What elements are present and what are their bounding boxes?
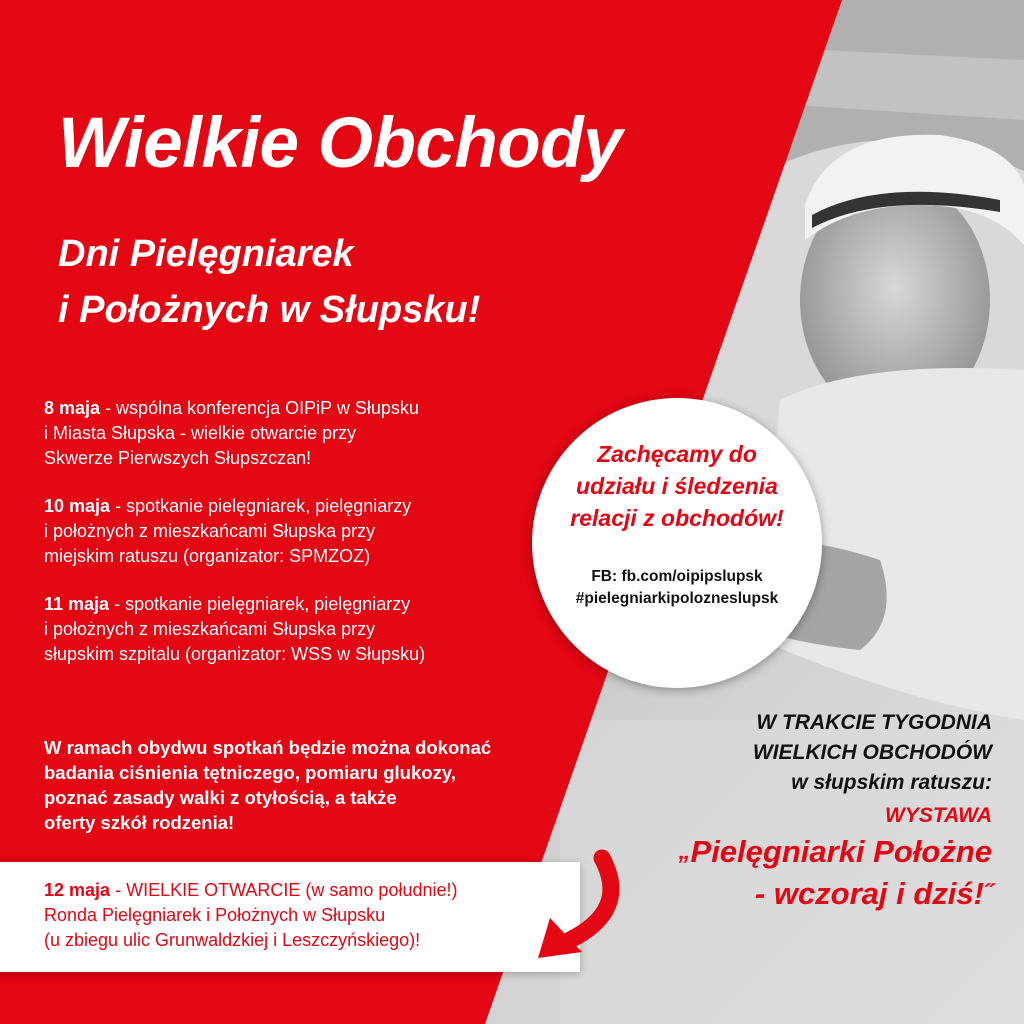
event-line: słupskim szpitalu (organizator: WSS w Słupsku)	[44, 644, 426, 664]
event-list	[44, 396, 564, 690]
health-checks-note	[44, 735, 491, 835]
event-line: Skwerze Pierwszych Słupszczan!	[44, 448, 312, 468]
opening-highlight-text	[44, 878, 458, 953]
social-links	[532, 566, 822, 610]
event-line: i Miasta Słupska - wielkie otwarcie przy	[44, 423, 357, 443]
subtitle-line-1: Dni Pielęgniarek	[58, 233, 354, 275]
note-line: badania ciśnienia tętniczego, pomiaru glukozy,	[44, 762, 456, 783]
invitation-message: Zachęcamy do udziału i śledzenia relacji z obchodów!	[570, 441, 784, 531]
note-line: poznać zasady walki z otyłością, a także	[44, 787, 397, 808]
event-line: miejskim ratuszu (organizator: SPMZOZ)	[44, 546, 371, 566]
exhibition-intro: W TRAKCIE TYGODNIA WIELKICH OBCHODÓW w słupskim ratuszu:	[752, 711, 992, 794]
event-line: 8 maja - wspólna konferencja OIPiP w Słupsku	[44, 398, 419, 418]
event-line: i położnych z mieszkańcami Słupska przy	[44, 521, 376, 541]
invitation-circle	[532, 398, 822, 688]
event-item	[44, 592, 564, 667]
open-quote: „	[678, 838, 691, 865]
event-date: 10 maja	[44, 496, 111, 516]
event-item	[44, 494, 564, 569]
hashtag: #pielegniarkipolozneslupsk	[575, 590, 779, 607]
event-date: 8 maja	[44, 398, 101, 418]
subtitle	[58, 226, 480, 338]
exhibition-title: „Pielęgniarki Położne - wczoraj i dziś!˝	[678, 834, 992, 911]
facebook-link[interactable]: FB: fb.com/oipipslupsk	[591, 568, 763, 585]
exhibition-block	[679, 708, 992, 915]
note-line: W ramach obydwu spotkań będzie można dokonać	[44, 737, 492, 758]
main-title: Wielkie Obchody	[58, 104, 622, 183]
event-line: 11 maja - spotkanie pielęgniarek, pielęgniarzy	[44, 594, 411, 614]
event-line: i położnych z mieszkańcami Słupska przy	[44, 619, 376, 639]
highlight-line: (u zbiegu ulic Grunwaldzkiej i Leszczyńskiego)!	[44, 930, 421, 950]
close-quote: ˝	[984, 880, 992, 907]
highlight-line: 12 maja - WIELKIE OTWARCIE (w samo południe!)	[44, 880, 458, 900]
event-line: 10 maja - spotkanie pielęgniarek, pielęgniarzy	[44, 496, 412, 516]
exhibition-label: WYSTAWA	[885, 804, 992, 827]
highlight-date: 12 maja	[44, 880, 111, 900]
curved-arrow-icon	[510, 840, 630, 970]
note-line: oferty szkół rodzenia!	[44, 812, 235, 833]
event-item	[44, 396, 564, 471]
highlight-line: Ronda Pielęgniarek i Położnych w Słupsku	[44, 905, 386, 925]
subtitle-line-2: i Położnych w Słupsku!	[58, 289, 481, 331]
event-date: 11 maja	[44, 594, 110, 614]
